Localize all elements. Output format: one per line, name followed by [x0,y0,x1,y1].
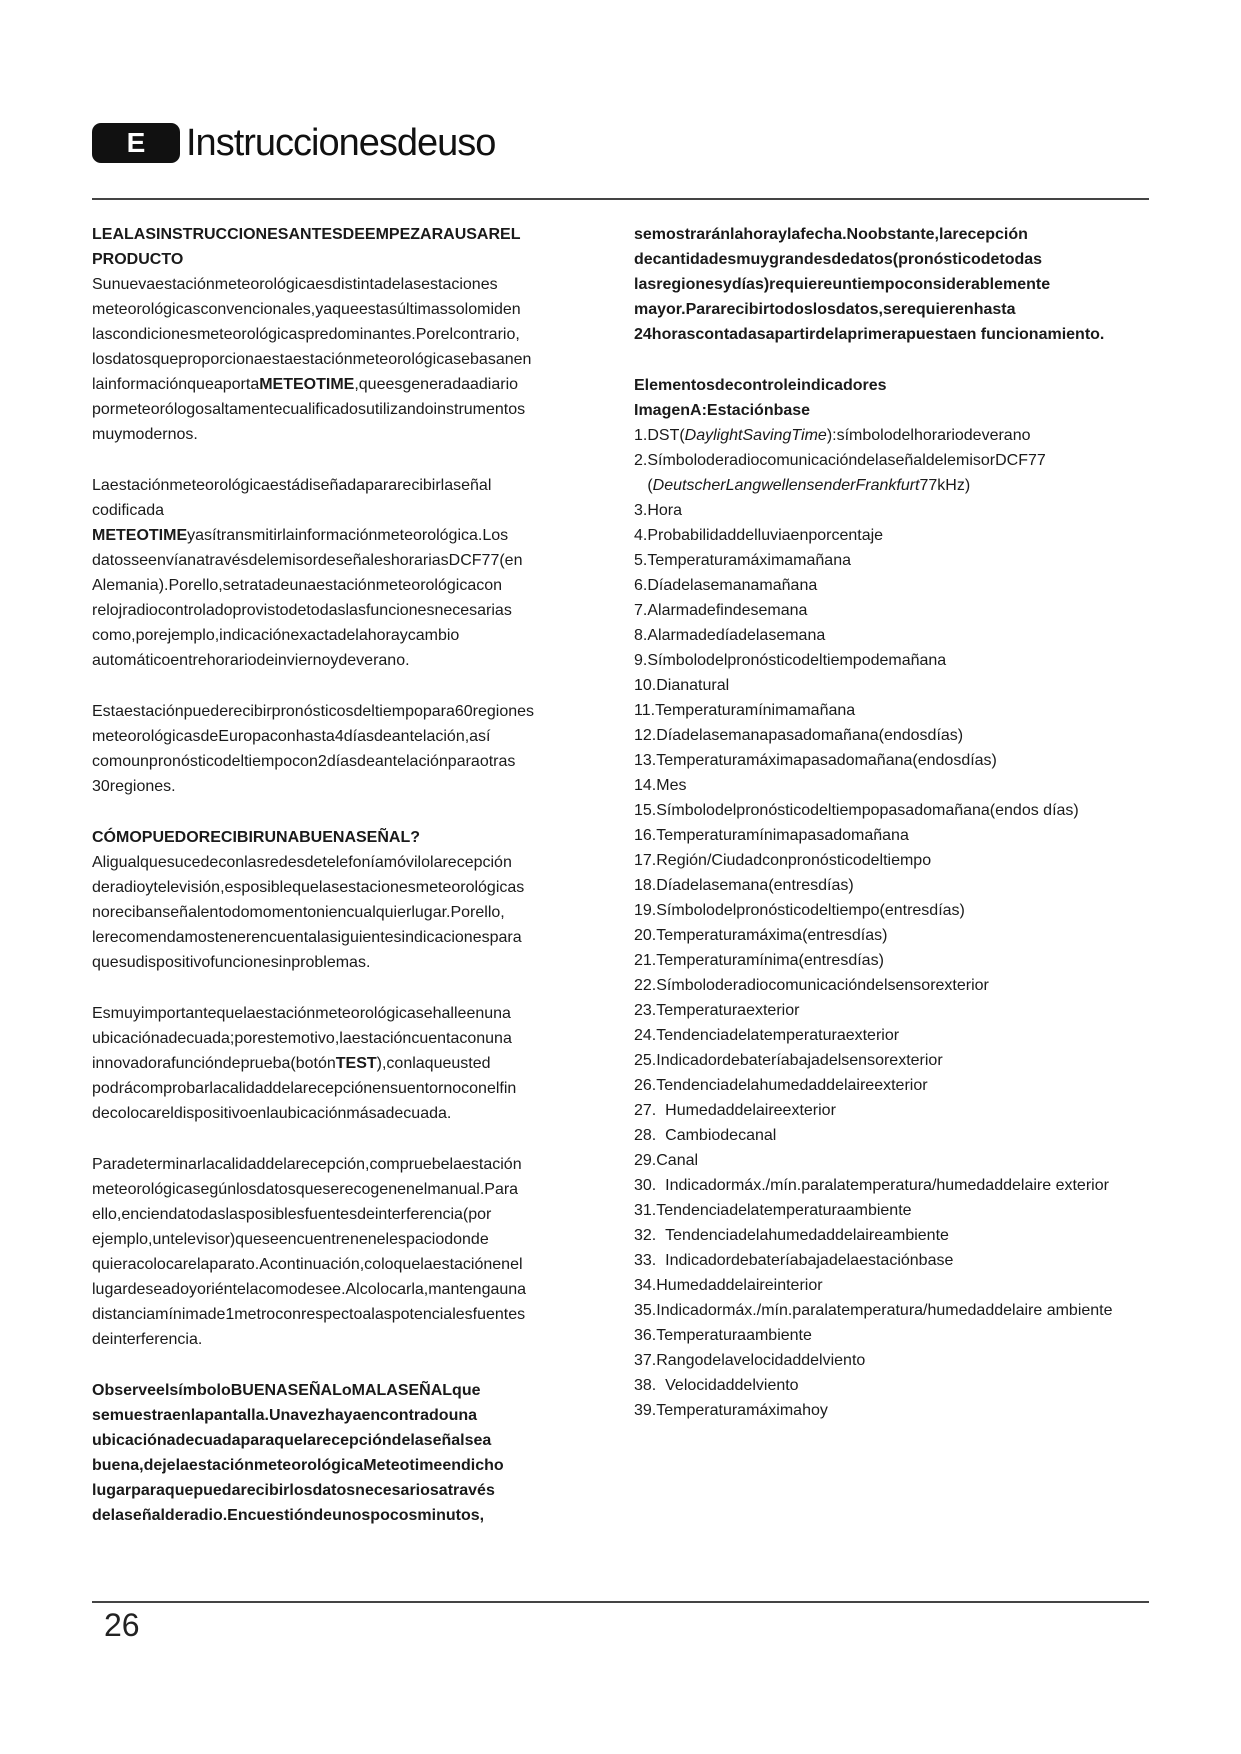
right-column [634,222,1154,1423]
list-item: 9. Símbolodelpronósticodeltiempodemañana [634,652,947,669]
section-heading-read-instructions: LEALASINSTRUCCIONESANTESDEEMPEZARAUSAREL PRODUCTO [92,226,521,268]
paragraph-interference: Paradeterminarlacalidaddelarecepción,compruebelaestación meteorológicasegúnlosdatosqueserecogenenelmanual.Para ello,enciendatodaslasposiblesfuentesdeinterferencia(por ejemplo,untelevisor)queseencuentrenenelespaciodonde quieracolocarelaparato.Acontinuación,coloquelaestaciónenel lugardeseadoyoriéntelacomodesee.Alcolocarla,mantengauna distanciamínimade1metroconrespectoalaspotencialesfuentes deinterferencia. [92,1156,527,1348]
section-heading-good-signal: CÓMOPUEDORECIBIRUNABUENASEÑAL? [92,829,421,846]
list-item: 13. Temperaturamáximapasadomañana(endosdías) [634,752,997,769]
list-item: 8. Alarmadedíadelasemana [634,627,826,644]
paragraph-observe-symbol: ObserveelsímboloBUENASEÑALoMALASEÑALque semuestraenlapantalla.Unavezhayaencontradouna ubicaciónadecuadaparaquelarecepcióndelaseñalsea buena,dejelaestaciónmeteorológicaMeteotimeendicho lugarparaquepuedarecibirlosdatosnecesariosatravés delaseñalderadio.Encuestióndeunospocosminutos, [92,1382,504,1524]
list-item: 6. Díadelasemanamañana [634,577,818,594]
list-item: 32. Tendenciadelahumedaddelaireambiente [634,1227,949,1244]
list-item: 25. Indicadordebateríabajadelsensorexterior [634,1052,943,1069]
list-item: 31. Tendenciadelatemperaturaambiente [634,1202,912,1219]
list-item: 15. Símbolodelpronósticodeltiempopasadomañana(endos días) [634,802,1079,819]
list-item: 19. Símbolodelpronósticodeltiempo(entresdías) [634,902,965,919]
page-number: 26 [104,1607,140,1643]
page-header [92,122,495,164]
section-heading-base-station: ImagenA:Estaciónbase [634,402,811,419]
list-item: 22. Símboloderadiocomunicacióndelsensorexterior [634,977,989,994]
list-item: 38. Velocidaddelviento [634,1377,799,1394]
list-item: 2. SímboloderadiocomunicacióndelaseñaldelemisorDCF77 (DeutscherLangwellensenderFrankfurt77kHz) [634,452,1046,494]
paragraph-continued: semostraránlahoraylafecha.Noobstante,larecepción decantidadesmuygrandesdedatos(pronósticodetodas lasregionesydías)requiereuntiempoconsiderablemente mayor.Pararecibirtodoslosdatos,serequierenhasta 24horascontadasapartirdelaprimerapuestaen funcionamiento. [634,226,1105,343]
list-item: 26. Tendenciadelahumedaddelaireexterior [634,1077,928,1094]
list-item: 24. Tendenciadelatemperaturaexterior [634,1027,900,1044]
list-item: 28. Cambiodecanal [634,1127,777,1144]
top-divider [92,198,1149,200]
list-item: 12. Díadelasemanapasadomañana(endosdías) [634,727,964,744]
list-item: 34. Humedaddelaireinterior [634,1277,823,1294]
list-item: 33. Indicadordebateríabajadelaestaciónbase [634,1252,954,1269]
list-item: 4. Probabilidaddelluviaenporcentaje [634,527,884,544]
language-badge: E [92,123,180,163]
paragraph-reception: Aligualquesucedeconlasredesdetelefoníamóvilolarecepción deradioytelevisión,esposiblequelasestacionesmeteorológicas norecibanseñalentodomomentoniencualquierlugar.Porello, lerecomendamostenerencuentalasiguientesindicacionespara quesudispositivofuncionesinproblemas. [92,854,525,971]
section-heading-controls: Elementosdecontroleindicadores [634,377,887,394]
bottom-divider [92,1601,1149,1603]
list-item: 29. Canal [634,1152,699,1169]
list-item: 20. Temperaturamáxima(entresdías) [634,927,888,944]
list-item: 39. Temperaturamáximahoy [634,1402,828,1419]
list-item: 11. Temperaturamínimamañana [634,702,856,719]
paragraph-intro: Sunuevaestaciónmeteorológicaesdistintadelasestaciones meteorológicasconvencionales,yaqueestasúltimassolomiden lascondicionesmeteorológicaspredominantes.Porelcontrario, losdatosqueproporcionaestaestaciónmeteorológicasebasanen lainformaciónqueaportaMETEOTIME,queesgeneradaadiario pormeteorólogosaltamentecualificadosutilizandoinstrumentos muymodernos. [92,276,532,443]
list-item: 16. Temperaturamínimapasadomañana [634,827,909,844]
paragraph-regions: Estaestaciónpuederecibirpronósticosdeltiempopara60regiones meteorológicasdeEuropaconhasta4díasdeantelación,así comounpronósticodeltiempocon2díasdeantelaciónparaotras 30regiones. [92,703,535,795]
list-item: 3. Hora [634,502,683,519]
list-item: 36. Temperaturaambiente [634,1327,812,1344]
list-item: 30. Indicadormáx./mín.paralatemperatura/humedaddelaire exterior [634,1177,1109,1194]
page-title: Instruccionesdeuso [186,121,496,164]
list-item: 37. Rangodelavelocidaddelviento [634,1352,866,1369]
list-item: 17. Región/Ciudadconpronósticodeltiempo [634,852,932,869]
list-item: 18. Díadelasemana(entresdías) [634,877,854,894]
list-item: 5. Temperaturamáximamañana [634,552,851,569]
list-item: 7. Alarmadefindesemana [634,602,808,619]
list-item: 21. Temperaturamínima(entresdías) [634,952,884,969]
list-item: 1. DST(DaylightSavingTime):símbolodelhorariodeverano [634,427,1031,444]
list-item: 27. Humedaddelaireexterior [634,1102,836,1119]
paragraph-test-button: Esmuyimportantequelaestaciónmeteorológicasehalleenuna ubicaciónadecuada;porestemotivo,laestacióncuentaconuna innovadorafuncióndeprueba(botónTEST),conlaqueusted podrácomprobarlacalidaddelarecepciónensuentornoconelfin decolocareldispositivoenlaubicaciónmásadecuada. [92,1005,517,1122]
list-item: 23. Temperaturaexterior [634,1002,800,1019]
list-item: 14. Mes [634,777,687,794]
list-item: 10. Dianatural [634,677,730,694]
elements-list [634,423,1154,1423]
list-item: 35. Indicadormáx./mín.paralatemperatura/humedaddelaire ambiente [634,1302,1113,1319]
paragraph-signal: Laestaciónmeteorológicaestádiseñadapararecibirlaseñal codificada METEOTIMEyasítransmitirlainformaciónmeteorológica.Los datosseenvíanatravésdelemisordeseñaleshorariasDCF77(en Alemania).Porello,setratadeunaestaciónmeteorológicacon relojradiocontroladoprovistodetodaslasfuncionesnecesarias como,porejemplo,indicaciónexactadelahoraycambio automáticoentrehorariodeinviernoydeverano. [92,477,523,669]
left-column [92,222,562,1528]
